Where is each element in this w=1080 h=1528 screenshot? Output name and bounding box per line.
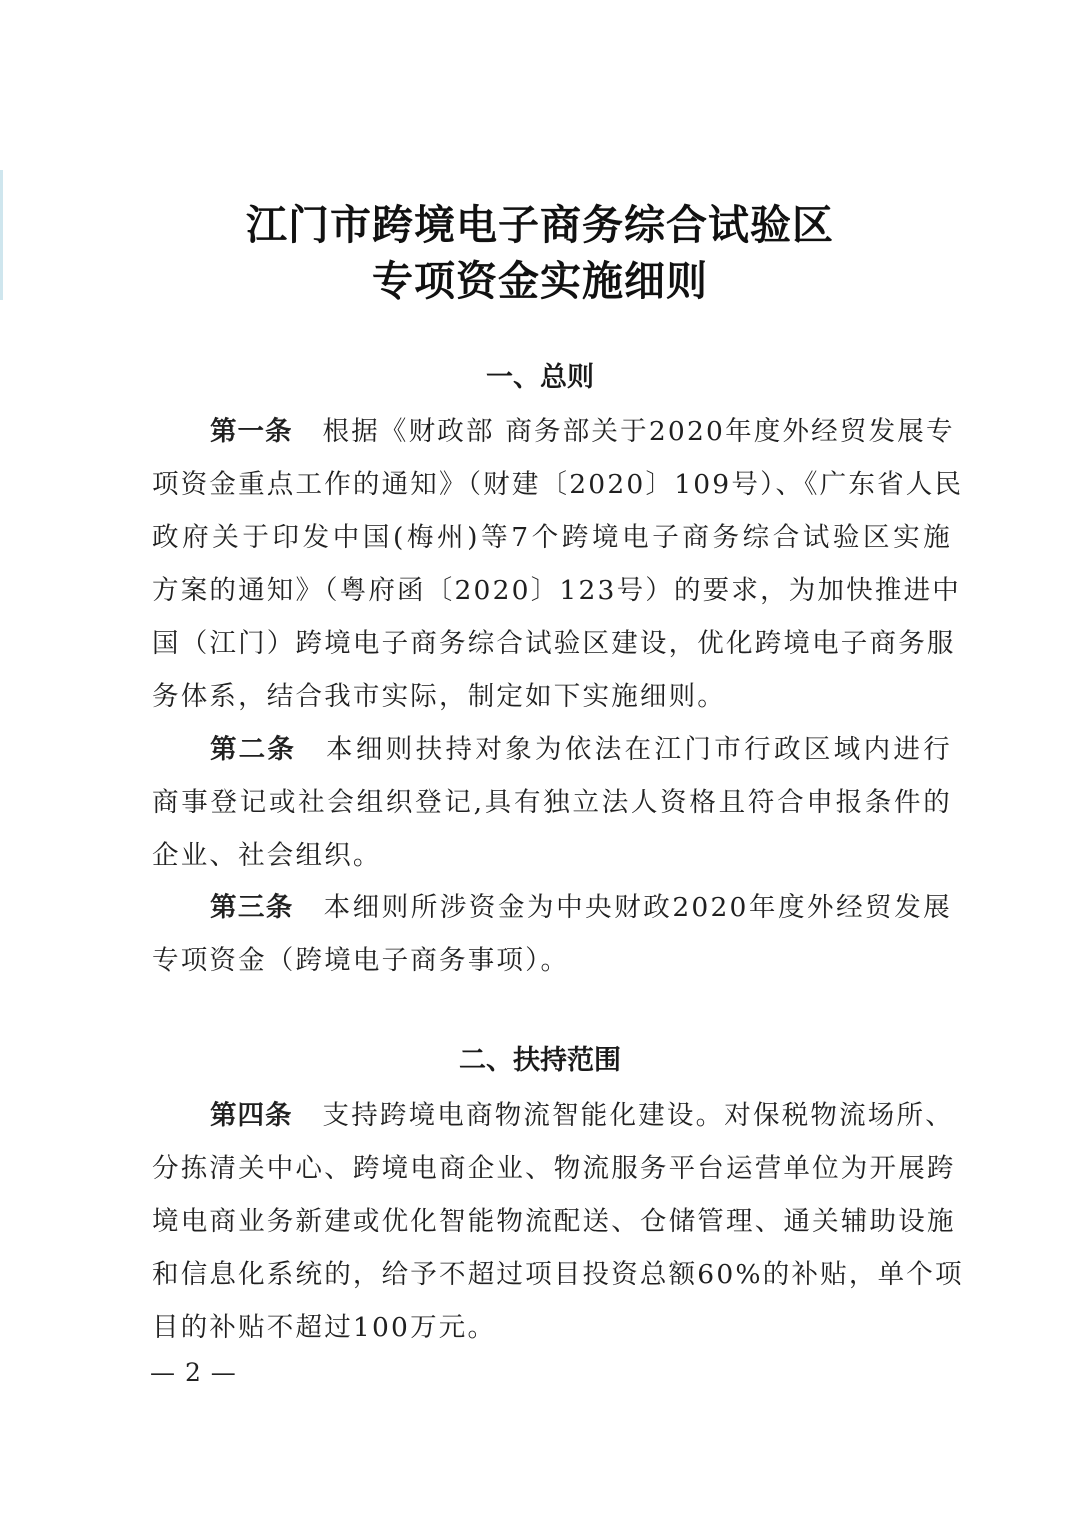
article-1-line-4: 方案的通知》（粤府函〔2020〕123号）的要求，为加快推进中 — [152, 575, 961, 606]
article-3-label: 第三条 — [210, 892, 294, 923]
article-1-line-3: 政府关于印发中国(梅州)等7个跨境电子商务综合试验区实施 — [152, 522, 952, 553]
article-4-line-5: 目的补贴不超过100万元。 — [152, 1312, 497, 1343]
article-1-line-2: 项资金重点工作的通知》（财建〔2020〕109号）、《广东省人民 — [152, 469, 964, 500]
article-4-label: 第四条 — [210, 1100, 293, 1131]
document-title-line2: 专项资金实施细则 — [372, 257, 708, 305]
article-2-line-1 — [210, 727, 952, 766]
article-1-text-1: 根据《财政部 商务部关于2020年度外经贸发展专 — [322, 416, 955, 447]
article-4-text-1: 支持跨境电商物流智能化建设。对保税物流场所、 — [322, 1100, 954, 1131]
article-4-line-2: 分拣清关中心、跨境电商企业、物流服务平台运营单位为开展跨 — [152, 1153, 956, 1184]
article-3-text-1: 本细则所涉资金为中央财政2020年度外经贸发展 — [323, 892, 953, 923]
article-2-line-3: 企业、社会组织。 — [152, 840, 382, 871]
article-1-line-1 — [210, 409, 955, 448]
section-heading-scope: 二、扶持范围 — [459, 1045, 621, 1076]
article-3-line-2: 专项资金（跨境电子商务事项）。 — [152, 945, 570, 976]
article-1-label: 第一条 — [210, 416, 293, 447]
article-2-text-1: 本细则扶持对象为依法在江门市行政区域内进行 — [326, 734, 953, 765]
article-3-line-1 — [210, 885, 952, 924]
section-heading-general: 一、总则 — [486, 362, 594, 393]
article-4-line-4: 和信息化系统的，给予不超过项目投资总额60%的补贴，单个项 — [152, 1259, 964, 1290]
article-1-line-6: 务体系，结合我市实际，制定如下实施细则。 — [152, 681, 726, 712]
article-4-line-1 — [210, 1093, 952, 1132]
article-2-label: 第二条 — [210, 734, 296, 765]
document-title-line1: 江门市跨境电子商务综合试验区 — [246, 201, 834, 249]
page-number: — 2 — — [150, 1358, 237, 1387]
article-1-line-5: 国（江门）跨境电子商务综合试验区建设，优化跨境电子商务服 — [152, 628, 956, 659]
article-2-line-2: 商事登记或社会组织登记,具有独立法人资格且符合申报条件的 — [152, 787, 952, 818]
article-4-line-3: 境电商业务新建或优化智能物流配送、仓储管理、通关辅助设施 — [152, 1206, 956, 1237]
